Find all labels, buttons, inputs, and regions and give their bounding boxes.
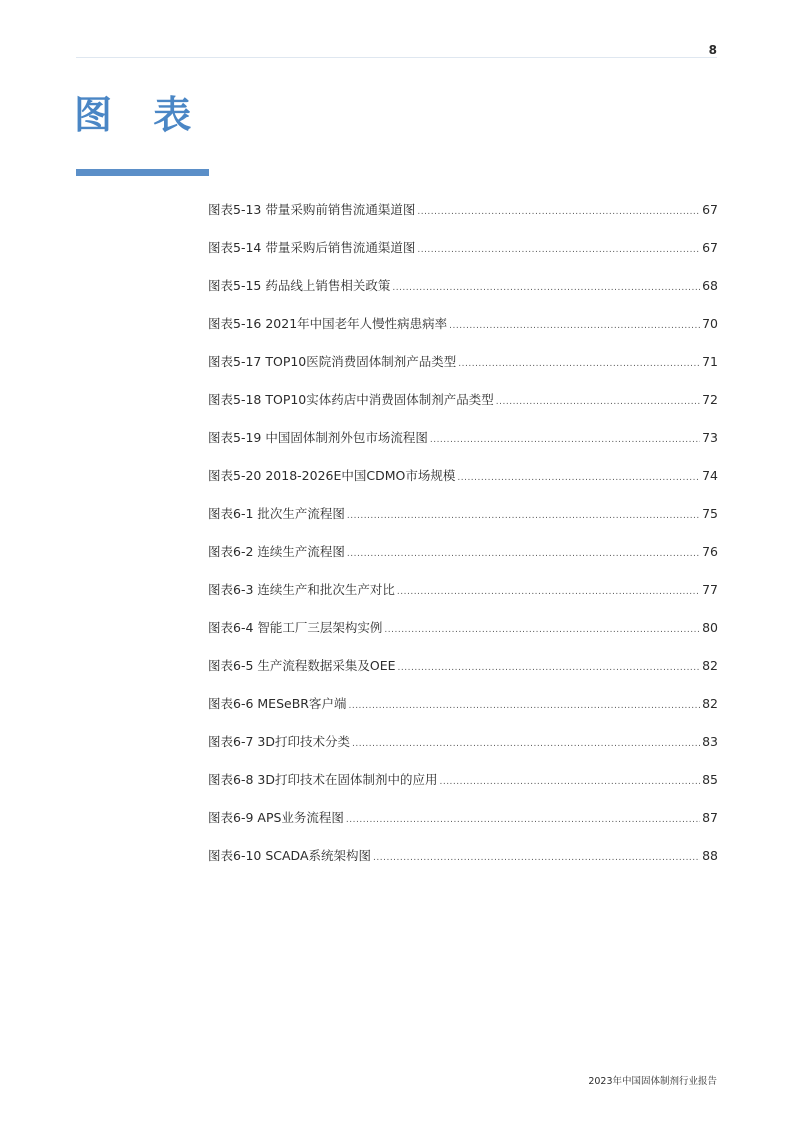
toc-leader-dots	[417, 207, 700, 217]
toc-entry-page: 88	[702, 848, 718, 863]
toc-entry-page: 70	[702, 316, 718, 331]
toc-leader-dots	[392, 283, 700, 293]
toc-entry-label: 图表6-4 智能工厂三层架构实例	[208, 620, 383, 635]
toc-entry[interactable]	[208, 542, 718, 580]
toc-entry[interactable]	[208, 846, 718, 884]
toc-entry[interactable]	[208, 580, 718, 618]
toc-entry-page: 85	[702, 772, 718, 787]
toc-entry-page: 71	[702, 354, 718, 369]
footer-report-name: 2023年中国固体制剂行业报告	[588, 1076, 717, 1087]
toc-entry-page: 75	[702, 506, 718, 521]
toc-entry[interactable]	[208, 314, 718, 352]
toc-leader-dots	[397, 587, 700, 597]
toc-leader-dots	[457, 473, 700, 483]
toc-entry-page: 82	[702, 696, 718, 711]
toc-entry-page: 82	[702, 658, 718, 673]
toc-leader-dots	[439, 777, 700, 787]
toc-entry-page: 67	[702, 240, 718, 255]
toc-entry-label: 图表6-6 MESeBR客户端	[208, 696, 347, 711]
toc-entry-label: 图表6-5 生产流程数据采集及OEE	[208, 658, 396, 673]
toc-entry-label: 图表6-1 批次生产流程图	[208, 506, 345, 521]
toc-entry-label: 图表6-9 APS业务流程图	[208, 810, 344, 825]
toc-entry[interactable]	[208, 428, 718, 466]
toc-entry-label: 图表6-8 3D打印技术在固体制剂中的应用	[208, 772, 438, 787]
toc-leader-dots	[384, 625, 700, 635]
toc-entry[interactable]	[208, 618, 718, 656]
toc-leader-dots	[352, 739, 700, 749]
toc-entry-label: 图表5-20 2018-2026E中国CDMO市场规模	[208, 468, 456, 483]
toc-entry-label: 图表6-2 连续生产流程图	[208, 544, 345, 559]
toc-entry-label: 图表6-10 SCADA系统架构图	[208, 848, 372, 863]
toc-entry-page: 83	[702, 734, 718, 749]
toc-entry[interactable]	[208, 276, 718, 314]
toc-entry-label: 图表5-16 2021年中国老年人慢性病患病率	[208, 316, 448, 331]
header-divider	[76, 57, 717, 58]
toc-entry-label: 图表5-18 TOP10实体药店中消费固体制剂产品类型	[208, 392, 494, 407]
toc-entry-page: 77	[702, 582, 718, 597]
toc-entry-label: 图表6-7 3D打印技术分类	[208, 734, 350, 749]
toc-entry[interactable]	[208, 390, 718, 428]
toc-entry[interactable]	[208, 732, 718, 770]
toc-entry-label: 图表6-3 连续生产和批次生产对比	[208, 582, 395, 597]
toc-leader-dots	[417, 245, 700, 255]
toc-entry-label: 图表5-15 药品线上销售相关政策	[208, 278, 391, 293]
toc-entry-page: 73	[702, 430, 718, 445]
toc-entry-page: 74	[702, 468, 718, 483]
toc-leader-dots	[458, 359, 700, 369]
toc-leader-dots	[348, 701, 700, 711]
toc-entry[interactable]	[208, 200, 718, 238]
toc-leader-dots	[373, 853, 700, 863]
figure-list	[208, 200, 718, 884]
toc-leader-dots	[449, 321, 700, 331]
toc-entry-page: 80	[702, 620, 718, 635]
toc-entry-page: 76	[702, 544, 718, 559]
toc-entry-label: 图表5-19 中国固体制剂外包市场流程图	[208, 430, 428, 445]
toc-entry-label: 图表5-17 TOP10医院消费固体制剂产品类型	[208, 354, 457, 369]
toc-leader-dots	[430, 435, 700, 445]
toc-entry-page: 72	[702, 392, 718, 407]
toc-entry[interactable]	[208, 808, 718, 846]
toc-entry-label: 图表5-13 带量采购前销售流通渠道图	[208, 202, 416, 217]
toc-leader-dots	[496, 397, 700, 407]
toc-entry[interactable]	[208, 656, 718, 694]
toc-entry-page: 68	[702, 278, 718, 293]
toc-leader-dots	[347, 549, 700, 559]
toc-entry[interactable]	[208, 352, 718, 390]
toc-entry[interactable]	[208, 466, 718, 504]
toc-entry-page: 67	[702, 202, 718, 217]
title-underline-bar	[76, 169, 209, 176]
page-number: 8	[708, 43, 717, 57]
page-title: 图 表	[74, 92, 206, 137]
toc-entry[interactable]	[208, 504, 718, 542]
toc-leader-dots	[346, 815, 700, 825]
toc-entry[interactable]	[208, 694, 718, 732]
toc-entry[interactable]	[208, 238, 718, 276]
toc-leader-dots	[347, 511, 700, 521]
toc-leader-dots	[398, 663, 700, 673]
toc-entry-label: 图表5-14 带量采购后销售流通渠道图	[208, 240, 416, 255]
toc-entry-page: 87	[702, 810, 718, 825]
toc-entry[interactable]	[208, 770, 718, 808]
